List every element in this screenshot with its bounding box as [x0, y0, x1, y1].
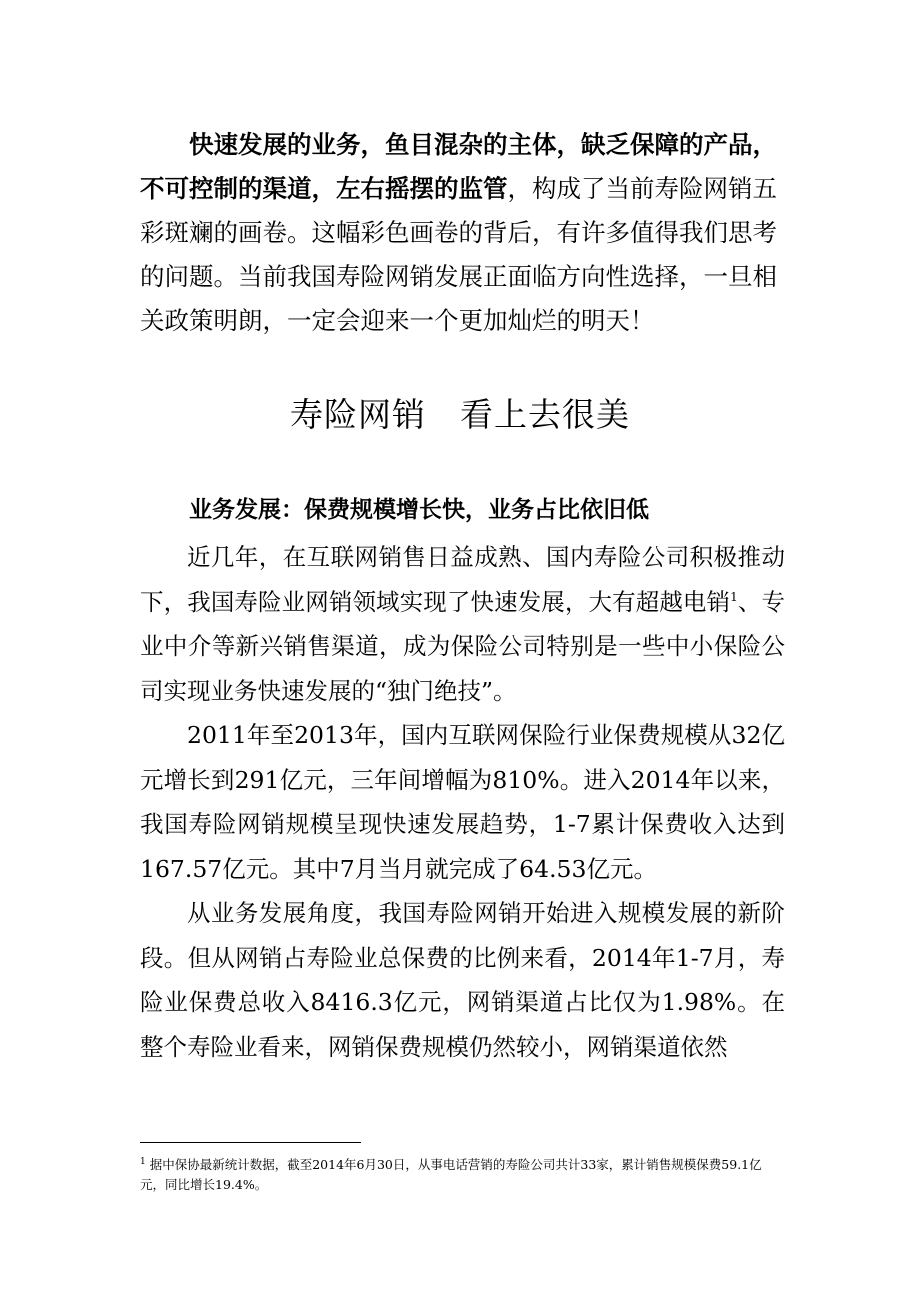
intro-bold-text: 快速发展的业务，鱼目混杂的主体，缺乏保障的产品，不可控制的渠道，左右摇摆的监管	[140, 130, 777, 203]
paragraph-3: 从业务发展角度，我国寿险网销开始进入规模发展的新阶段。但从网销占寿险业总保费的比例来看，2014年1-7月，寿险业保费总收入8416.3亿元，网销渠道占比仅为1.98%。在整个寿险业看来，网销保费规模仍然较小，网销渠道依然	[140, 899, 785, 1061]
intro-text: ，构成了当前寿险网销五彩斑斓的画卷。这幅彩色画卷的背后，有许多值得我们思考的问题。当前我国寿险网销发展正面临方向性选择，一旦相关政策明朗，一定会迎来一个更加灿烂的明天！	[140, 174, 777, 335]
paragraph-1	[140, 535, 785, 713]
body-text	[140, 535, 785, 1069]
footnote	[140, 1152, 785, 1195]
intro-paragraph	[140, 123, 785, 343]
section-title: 寿险网销 看上去很美	[290, 395, 630, 434]
footnote-reference[interactable]: 1	[730, 589, 738, 604]
subheading: 业务发展：保费规模增长快，业务占比依旧低	[189, 497, 649, 523]
paragraph-2: 2011年至2013年，国内互联网保险行业保费规模从32亿元增长到291亿元，三年间增幅为810%。进入2014年以来，我国寿险网销规模呈现快速发展趋势，1-7累计保费收入达到 167.57亿元。其中7月当月就完成了64.53亿元。	[140, 721, 785, 883]
footnote-marker: 1	[140, 1157, 146, 1167]
paragraph-1-part-b: 、专业中介等新兴销售渠道，成为保险公司特别是一些中小保险公司实现业务快速发展的“独门绝技”。	[140, 587, 786, 705]
footnote-divider	[140, 1142, 361, 1143]
footnote-text: 据中保协最新统计数据，截至2014年6月30日，从事电话营销的寿险公司共计33家，累计销售规模保费59.1亿元，同比增长19.4%。	[140, 1157, 762, 1193]
paragraph-1-part-a: 近几年，在互联网销售日益成熟、国内寿险公司积极推动下，我国寿险业网销领域实现了快速发展，大有超越电销	[140, 543, 785, 616]
